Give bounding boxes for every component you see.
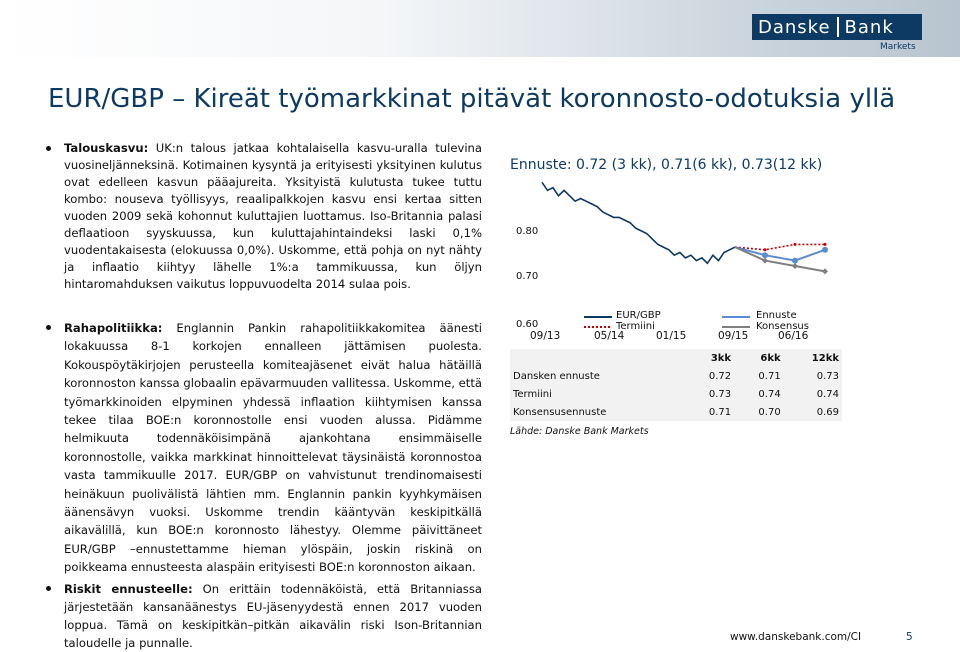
- series-marker-termiini: [794, 243, 797, 246]
- bullet-heading: Riskit ennusteelle:: [64, 582, 193, 596]
- table-row: [510, 403, 842, 421]
- table-cell: 0.73: [816, 370, 839, 382]
- x-tick-label: 05/14: [594, 330, 625, 342]
- series-line-termiini: [735, 244, 825, 249]
- series-marker-ennuste: [762, 252, 768, 258]
- table-row: [510, 385, 842, 403]
- x-tick-label: 01/15: [656, 330, 687, 342]
- table-cell-label: Termiini: [513, 388, 552, 400]
- table-cell: 0.69: [816, 406, 839, 418]
- legend-label-ennuste: Ennuste: [756, 310, 797, 321]
- y-tick-label: 0.70: [516, 271, 539, 282]
- table-header-cell: 3kk: [710, 352, 732, 364]
- legend-label-termiini: Termiini: [616, 321, 655, 332]
- table-header-cell: 12kk: [811, 352, 839, 364]
- series-line-eurgbp: [542, 182, 735, 263]
- legend-label-konsensus: Konsensus: [756, 321, 809, 332]
- bullet-text: On erittäin todennäköistä, että Britanniassa järjestetään kansanäänestys EU-jäsenyydestä ennen 2017 vuoden loppua. Tämä on keskipitkän–pitkän aikavälin riski Ison-Britannian taloudelle ja punnalle.: [64, 582, 482, 650]
- table-cell: 0.74: [816, 388, 839, 400]
- forecast-table: [510, 349, 842, 421]
- series-marker-ennuste: [822, 247, 828, 253]
- eurgbp-chart: [540, 180, 840, 325]
- table-header-cell: 6kk: [760, 352, 781, 364]
- page-number: 5: [906, 631, 913, 643]
- bullet-risks: [64, 580, 482, 652]
- bullet-heading: Talouskasvu:: [64, 141, 149, 155]
- forecast-heading: Ennuste: 0.72 (3 kk), 0.71(6 kk), 0.73(12 kk): [510, 157, 823, 173]
- bullet-text: UK:n talous jatkaa kohtalaisella kasvu-uralla tulevina vuosineljänneksinä. Kotimainen kysyntä ja erityisesti yksityinen kulutus ovat edelleen kasvun pääajureita. Yksityistä kulutusta tukee tuttu kombo: nouseva työllisyys, reaalipalkkojen kasvu ensi kertaa sitten vuoden 2009 sekä kohonnut kuluttajien luottamus. Iso-Britannia palasi deflaatioon syyskuussa, kun kuluttajahintaindeksi laski 0,1% vuodentakaisesta (elokuussa 0,0%). Uskomme, että pohja on nyt nähty ja inflaatio kiihtyy lähelle 1%:a tammikuussa, kun öljyn hintaromahduksen vaikutus loppuvuodelta 2014 sulaa pois.: [64, 141, 482, 291]
- series-marker-konsensus: [792, 263, 798, 269]
- bullet-dot: [46, 146, 51, 151]
- logo-text-left: Danske: [758, 16, 831, 38]
- source-note: Lähde: Danske Bank Markets: [510, 426, 649, 437]
- series-marker-konsensus: [762, 258, 768, 264]
- danske-bank-logo: [752, 14, 922, 40]
- x-tick-label: 09/15: [718, 330, 749, 342]
- table-cell: 0.72: [708, 370, 732, 382]
- table-header-row: [510, 349, 842, 367]
- bullet-heading: Rahapolitiikka:: [64, 321, 163, 335]
- bullet-text: Englannin Pankin rahapolitiikkakomitea äänesti lokakuussa 8-1 korkojen ennalleen jättämisen puolesta. Kokouspöytäkirjojen perusteella komiteajäsenet eivät halua hätäillä koronnoston kanssa globaalin epävarmuuden vallitessa. Uskomme, että työmarkkinoiden elpyminen yhdessä inflaation kiihtymisen kanssa tekee tilaa BOE:n koronnostolle ensi vuoden alussa. Pidämme helmikuuta todennäköisimpänä ajankohtana ensimmäiselle koronnostolle, vaikka markkinat hinnoittelevat täysinäistä koronnostoa vasta tammikuulle 2017. EUR/GBP on vahvistunut trendinomaisesti heinäkuun puolivälistä lähtien mm. Englannin pankin kyyhkymäisen äänensävyn vuoksi. Uskomme trendin kääntyvän keskipitkällä aikavälillä, kun BOE:n koronnosto lähestyy. Olemme päivittäneet EUR/GBP –ennustettamme hieman ylöspäin, joskin riskinä on poikkeama ennusteesta alaspäin erityisesti BOE:n koronnoston aikaan.: [64, 321, 482, 575]
- bullet-dot: [46, 586, 51, 591]
- table-cell: 0.71: [708, 406, 732, 418]
- series-marker-termiini: [824, 243, 827, 246]
- logo-subtitle: Markets: [880, 42, 916, 52]
- bullet-dot: [46, 325, 51, 330]
- series-marker-konsensus: [822, 268, 828, 274]
- x-tick-label: 09/13: [530, 330, 561, 342]
- footer-link[interactable]: www.danskebank.com/CI: [730, 631, 862, 643]
- table-cell-label: Dansken ennuste: [513, 370, 600, 382]
- series-marker-ennuste: [792, 258, 798, 264]
- table-cell: 0.74: [758, 388, 781, 400]
- y-tick-label: 0.60: [516, 319, 539, 330]
- table-cell: 0.71: [758, 370, 781, 382]
- table-row: [510, 367, 842, 385]
- table-cell: 0.73: [708, 388, 732, 400]
- table-cell-label: Konsensusennuste: [513, 406, 607, 418]
- logo-text-right: Bank: [844, 16, 894, 38]
- legend-label-eurgbp: EUR/GBP: [616, 310, 661, 321]
- x-tick-label: 06/16: [778, 330, 809, 342]
- y-tick-label: 0.80: [516, 226, 539, 237]
- series-marker-termiini: [764, 248, 767, 251]
- table-header-cell: [510, 349, 685, 367]
- bullet-growth: [64, 140, 482, 293]
- slide-title: EUR/GBP – Kireät työmarkkinat pitävät koronnosto-odotuksia yllä: [48, 84, 896, 114]
- bullet-monetary-policy: [64, 319, 482, 577]
- table-cell: 0.70: [758, 406, 781, 418]
